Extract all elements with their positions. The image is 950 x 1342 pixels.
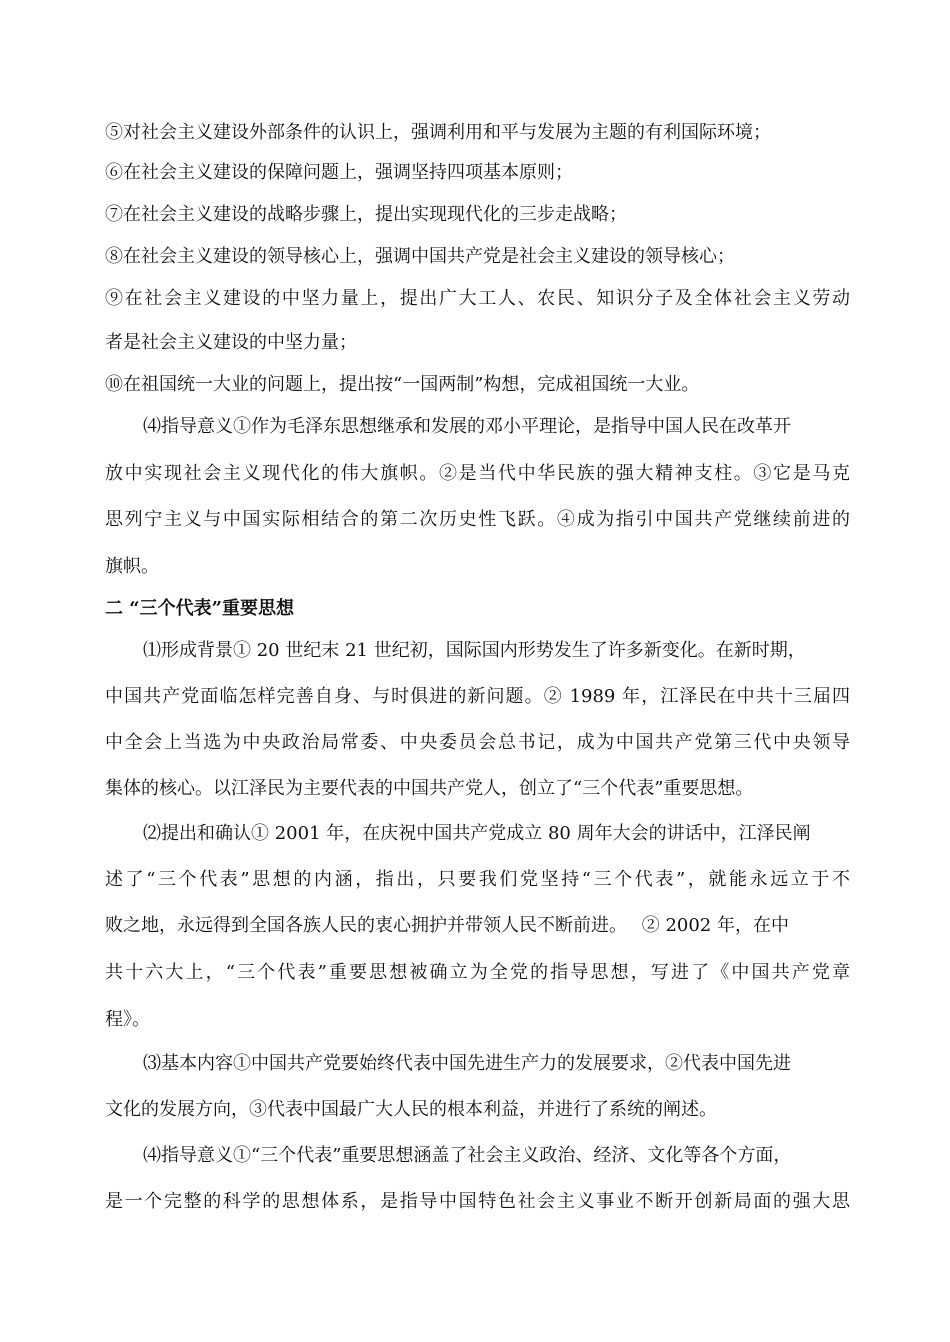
background-paragraph-line-1: ⑴形成背景① 20 世纪末 21 世纪初，国际国内形势发生了许多新变化。在新时期， bbox=[143, 640, 806, 661]
content-paragraph-line-1: ⑶基本内容①中国共产党要始终代表中国先进生产力的发展要求，②代表中国先进 bbox=[143, 1053, 791, 1074]
confirmation-paragraph-line-2: 述了“三个代表”思想的内涵，指出，只要我们党坚持“三个代表”，就能永远立于不 bbox=[105, 869, 850, 890]
background-paragraph-line-3: 中全会上当选为中央政治局常委、中央委员会总书记，成为中国共产党第三代中央领导 bbox=[105, 732, 850, 753]
confirmation-paragraph-line-4: 共十六大上，“三个代表”重要思想被确立为全党的指导思想，写进了《中国共产党章 bbox=[105, 962, 850, 983]
item-9-line-1: ⑨在社会主义建设的中坚力量上，提出广大工人、农民、知识分子及全体社会主义劳动 bbox=[105, 288, 850, 309]
background-paragraph-line-2: 中国共产党面临怎样完善自身、与时俱进的新问题。② 1989 年，江泽民在中共十三届四 bbox=[105, 686, 850, 707]
guidance-paragraph-line-1: ⑷指导意义①“三个代表”重要思想涵盖了社会主义政治、经济、文化等各个方面， bbox=[143, 1145, 792, 1166]
confirmation-paragraph-line-5: 程》。 bbox=[105, 1009, 150, 1030]
item-10-line: ⑩在祖国统一大业的问题上，提出按“一国两制”构想，完成祖国统一大业。 bbox=[105, 374, 700, 395]
item-5-line: ⑤对社会主义建设外部条件的认识上，强调利用和平与发展为主题的有利国际环境； bbox=[105, 122, 771, 143]
item-8-line: ⑧在社会主义建设的领导核心上，强调中国共产党是社会主义建设的领导核心； bbox=[105, 246, 735, 267]
significance-paragraph-line-1: ⑷指导意义①作为毛泽东思想继承和发展的邓小平理论，是指导中国人民在改革开 bbox=[143, 416, 791, 437]
confirmation-paragraph-line-1: ⑵提出和确认① 2001 年，在庆祝中国共产党成立 80 周年大会的讲话中，江泽民阐 bbox=[143, 823, 811, 844]
item-9-line-2: 者是社会主义建设的中坚力量； bbox=[105, 332, 357, 353]
content-paragraph-line-2: 文化的发展方向，③代表中国最广大人民的根本利益，并进行了系统的阐述。 bbox=[105, 1099, 717, 1120]
significance-paragraph-line-3: 思列宁主义与中国实际相结合的第二次历史性飞跃。④成为指引中国共产党继续前进的 bbox=[105, 509, 850, 530]
item-6-line: ⑥在社会主义建设的保障问题上，强调坚持四项基本原则； bbox=[105, 162, 573, 183]
significance-paragraph-line-4: 旗帜。 bbox=[105, 556, 159, 577]
confirmation-paragraph-line-3: 败之地，永远得到全国各族人民的衷心拥护并带领人民不断前进。 ② 2002 年，在中 bbox=[105, 915, 789, 936]
significance-paragraph-line-2: 放中实现社会主义现代化的伟大旗帜。②是当代中华民族的强大精神支柱。③它是马克 bbox=[105, 463, 850, 484]
guidance-paragraph-line-2: 是一个完整的科学的思想体系，是指导中国特色社会主义事业不断开创新局面的强大思 bbox=[105, 1191, 850, 1212]
section-heading: 二 “三个代表”重要思想 bbox=[105, 598, 294, 619]
item-7-line: ⑦在社会主义建设的战略步骤上，提出实现现代化的三步走战略； bbox=[105, 204, 627, 225]
background-paragraph-line-4: 集体的核心。以江泽民为主要代表的中国共产党人，创立了“三个代表”重要思想。 bbox=[105, 778, 754, 799]
